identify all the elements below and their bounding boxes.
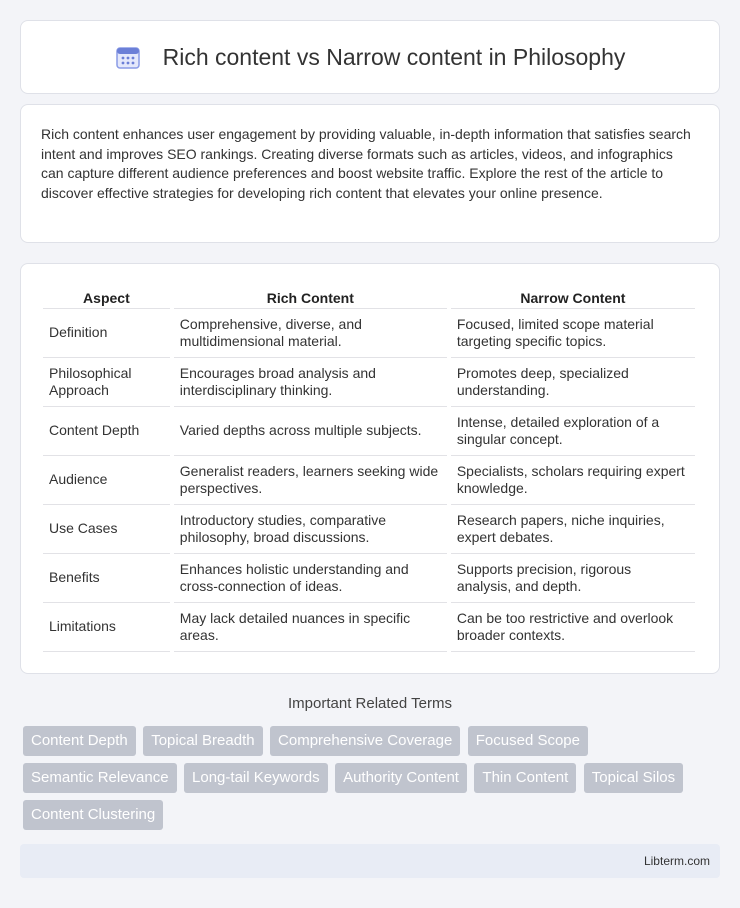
narrow-cell: Supports precision, rigorous analysis, and depth. <box>451 554 695 603</box>
header-rich-content: Rich Content <box>174 284 447 309</box>
table-row <box>43 603 695 652</box>
tag-topical-silos[interactable]: Topical Silos <box>584 763 683 793</box>
comparison-card <box>20 263 720 674</box>
rich-cell: Varied depths across multiple subjects. <box>174 407 447 456</box>
tag-long-tail-keywords[interactable]: Long-tail Keywords <box>184 763 328 793</box>
footer-brand-link[interactable]: Libterm.com <box>643 854 710 868</box>
related-terms-list <box>23 726 723 837</box>
comparison-table <box>39 284 699 652</box>
aspect-cell: Audience <box>43 456 170 505</box>
intro-card <box>20 104 720 243</box>
rich-cell: Generalist readers, learners seeking wide perspectives. <box>174 456 447 505</box>
narrow-cell: Can be too restrictive and overlook broader contexts. <box>451 603 695 652</box>
tag-content-depth[interactable]: Content Depth <box>23 726 136 756</box>
table-header-row <box>43 284 695 309</box>
page-title: Rich content vs Narrow content in Philosophy <box>162 43 626 70</box>
tag-semantic-relevance[interactable]: Semantic Relevance <box>23 763 177 793</box>
header-aspect: Aspect <box>43 284 170 309</box>
aspect-cell: Philosophical Approach <box>43 358 170 407</box>
tag-comprehensive-coverage[interactable]: Comprehensive Coverage <box>270 726 460 756</box>
narrow-cell: Research papers, niche inquiries, expert debates. <box>451 505 695 554</box>
narrow-cell: Specialists, scholars requiring expert knowledge. <box>451 456 695 505</box>
title-card <box>20 20 720 94</box>
rich-cell: Encourages broad analysis and interdisciplinary thinking. <box>174 358 447 407</box>
rich-cell: May lack detailed nuances in specific areas. <box>174 603 447 652</box>
aspect-cell: Content Depth <box>43 407 170 456</box>
tag-topical-breadth[interactable]: Topical Breadth <box>143 726 262 756</box>
header-narrow-content: Narrow Content <box>451 284 695 309</box>
aspect-cell: Limitations <box>43 603 170 652</box>
aspect-cell: Benefits <box>43 554 170 603</box>
tag-thin-content[interactable]: Thin Content <box>474 763 576 793</box>
table-row <box>43 309 695 358</box>
aspect-cell: Use Cases <box>43 505 170 554</box>
table-row <box>43 456 695 505</box>
table-row <box>43 554 695 603</box>
tag-content-clustering[interactable]: Content Clustering <box>23 800 163 830</box>
intro-text: Rich content enhances user engagement by providing valuable, in-depth information that satisfies search intent and improves SEO rankings. Creating diverse formats such as articles, videos, and infographics can capture different audience preferences and boost website traffic. Explore the rest of the article to discover effective strategies for developing rich content that elevates your online presence. <box>41 126 691 201</box>
tag-authority-content[interactable]: Authority Content <box>335 763 467 793</box>
narrow-cell: Intense, detailed exploration of a singular concept. <box>451 407 695 456</box>
tag-focused-scope[interactable]: Focused Scope <box>468 726 588 756</box>
rich-cell: Enhances holistic understanding and cross-connection of ideas. <box>174 554 447 603</box>
related-terms-title: Important Related Terms <box>288 695 452 712</box>
table-row <box>43 505 695 554</box>
narrow-cell: Promotes deep, specialized understanding. <box>451 358 695 407</box>
footer <box>20 844 720 878</box>
table-row <box>43 407 695 456</box>
rich-cell: Comprehensive, diverse, and multidimensional material. <box>174 309 447 358</box>
aspect-cell: Definition <box>43 309 170 358</box>
calendar-icon <box>115 44 141 70</box>
narrow-cell: Focused, limited scope material targeting specific topics. <box>451 309 695 358</box>
table-row <box>43 358 695 407</box>
rich-cell: Introductory studies, comparative philosophy, broad discussions. <box>174 505 447 554</box>
